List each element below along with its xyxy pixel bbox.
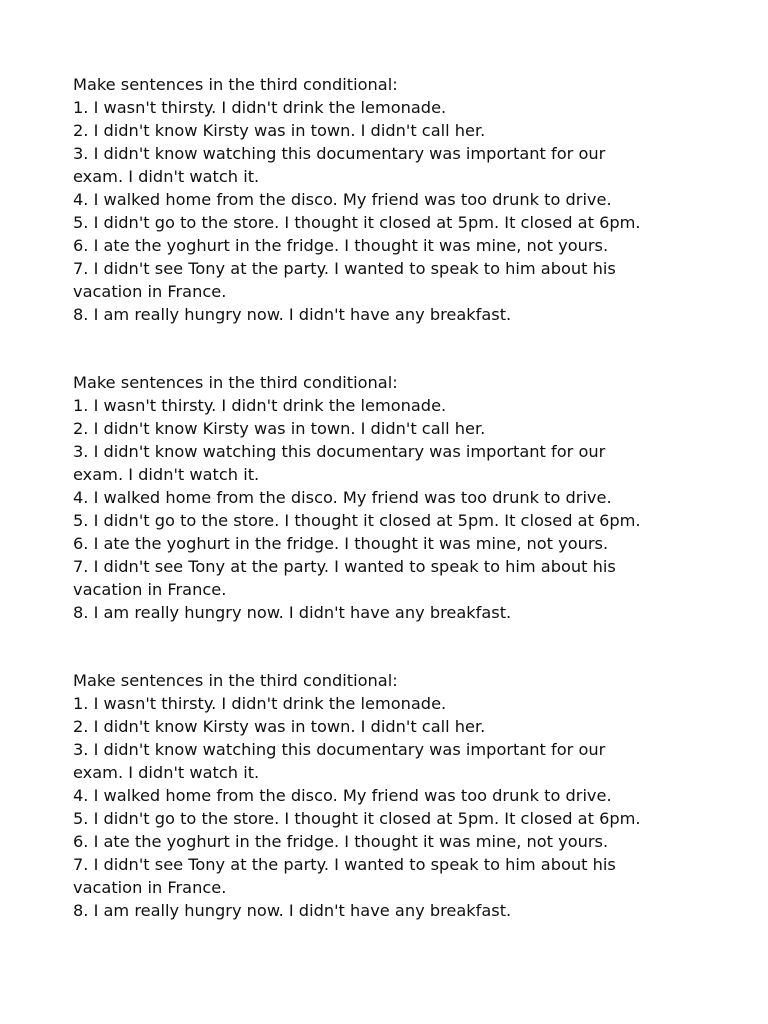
exercise-line: vacation in France.: [73, 878, 227, 897]
exercise-block-3: [73, 669, 753, 922]
exercise-line: 6. I ate the yoghurt in the fridge. I thought it was mine, not yours.: [73, 236, 609, 255]
exercise-line: 6. I ate the yoghurt in the fridge. I thought it was mine, not yours.: [73, 534, 609, 553]
exercise-line: exam. I didn't watch it.: [73, 465, 260, 484]
exercise-line: 8. I am really hungry now. I didn't have any breakfast.: [73, 603, 512, 622]
exercise-line: 3. I didn't know watching this documentary was important for our: [73, 740, 606, 759]
exercise-line: 2. I didn't know Kirsty was in town. I didn't call her.: [73, 121, 486, 140]
exercise-line: 7. I didn't see Tony at the party. I wanted to speak to him about his: [73, 259, 616, 278]
exercise-line: 7. I didn't see Tony at the party. I wanted to speak to him about his: [73, 855, 616, 874]
exercise-line: 1. I wasn't thirsty. I didn't drink the lemonade.: [73, 98, 447, 117]
exercise-line: 1. I wasn't thirsty. I didn't drink the lemonade.: [73, 694, 447, 713]
exercise-heading: Make sentences in the third conditional:: [73, 75, 398, 94]
exercise-line: vacation in France.: [73, 282, 227, 301]
exercise-line: 4. I walked home from the disco. My friend was too drunk to drive.: [73, 786, 612, 805]
exercise-block-1: [73, 73, 753, 326]
exercise-line: 2. I didn't know Kirsty was in town. I didn't call her.: [73, 717, 486, 736]
exercise-heading: Make sentences in the third conditional:: [73, 671, 398, 690]
exercise-line: 8. I am really hungry now. I didn't have any breakfast.: [73, 305, 512, 324]
exercise-line: exam. I didn't watch it.: [73, 763, 260, 782]
exercise-line: 1. I wasn't thirsty. I didn't drink the lemonade.: [73, 396, 447, 415]
exercise-line: vacation in France.: [73, 580, 227, 599]
exercise-line: 3. I didn't know watching this documentary was important for our: [73, 144, 606, 163]
exercise-line: 2. I didn't know Kirsty was in town. I didn't call her.: [73, 419, 486, 438]
exercise-line: 3. I didn't know watching this documentary was important for our: [73, 442, 606, 461]
exercise-heading: Make sentences in the third conditional:: [73, 373, 398, 392]
exercise-line: 6. I ate the yoghurt in the fridge. I thought it was mine, not yours.: [73, 832, 609, 851]
exercise-line: 5. I didn't go to the store. I thought it closed at 5pm. It closed at 6pm.: [73, 809, 641, 828]
exercise-line: 4. I walked home from the disco. My friend was too drunk to drive.: [73, 190, 612, 209]
exercise-line: 5. I didn't go to the store. I thought it closed at 5pm. It closed at 6pm.: [73, 213, 641, 232]
exercise-line: exam. I didn't watch it.: [73, 167, 260, 186]
exercise-block-2: [73, 371, 753, 624]
exercise-line: 8. I am really hungry now. I didn't have any breakfast.: [73, 901, 512, 920]
exercise-line: 4. I walked home from the disco. My friend was too drunk to drive.: [73, 488, 612, 507]
exercise-line: 5. I didn't go to the store. I thought it closed at 5pm. It closed at 6pm.: [73, 511, 641, 530]
exercise-line: 7. I didn't see Tony at the party. I wanted to speak to him about his: [73, 557, 616, 576]
worksheet-page: [73, 73, 753, 922]
